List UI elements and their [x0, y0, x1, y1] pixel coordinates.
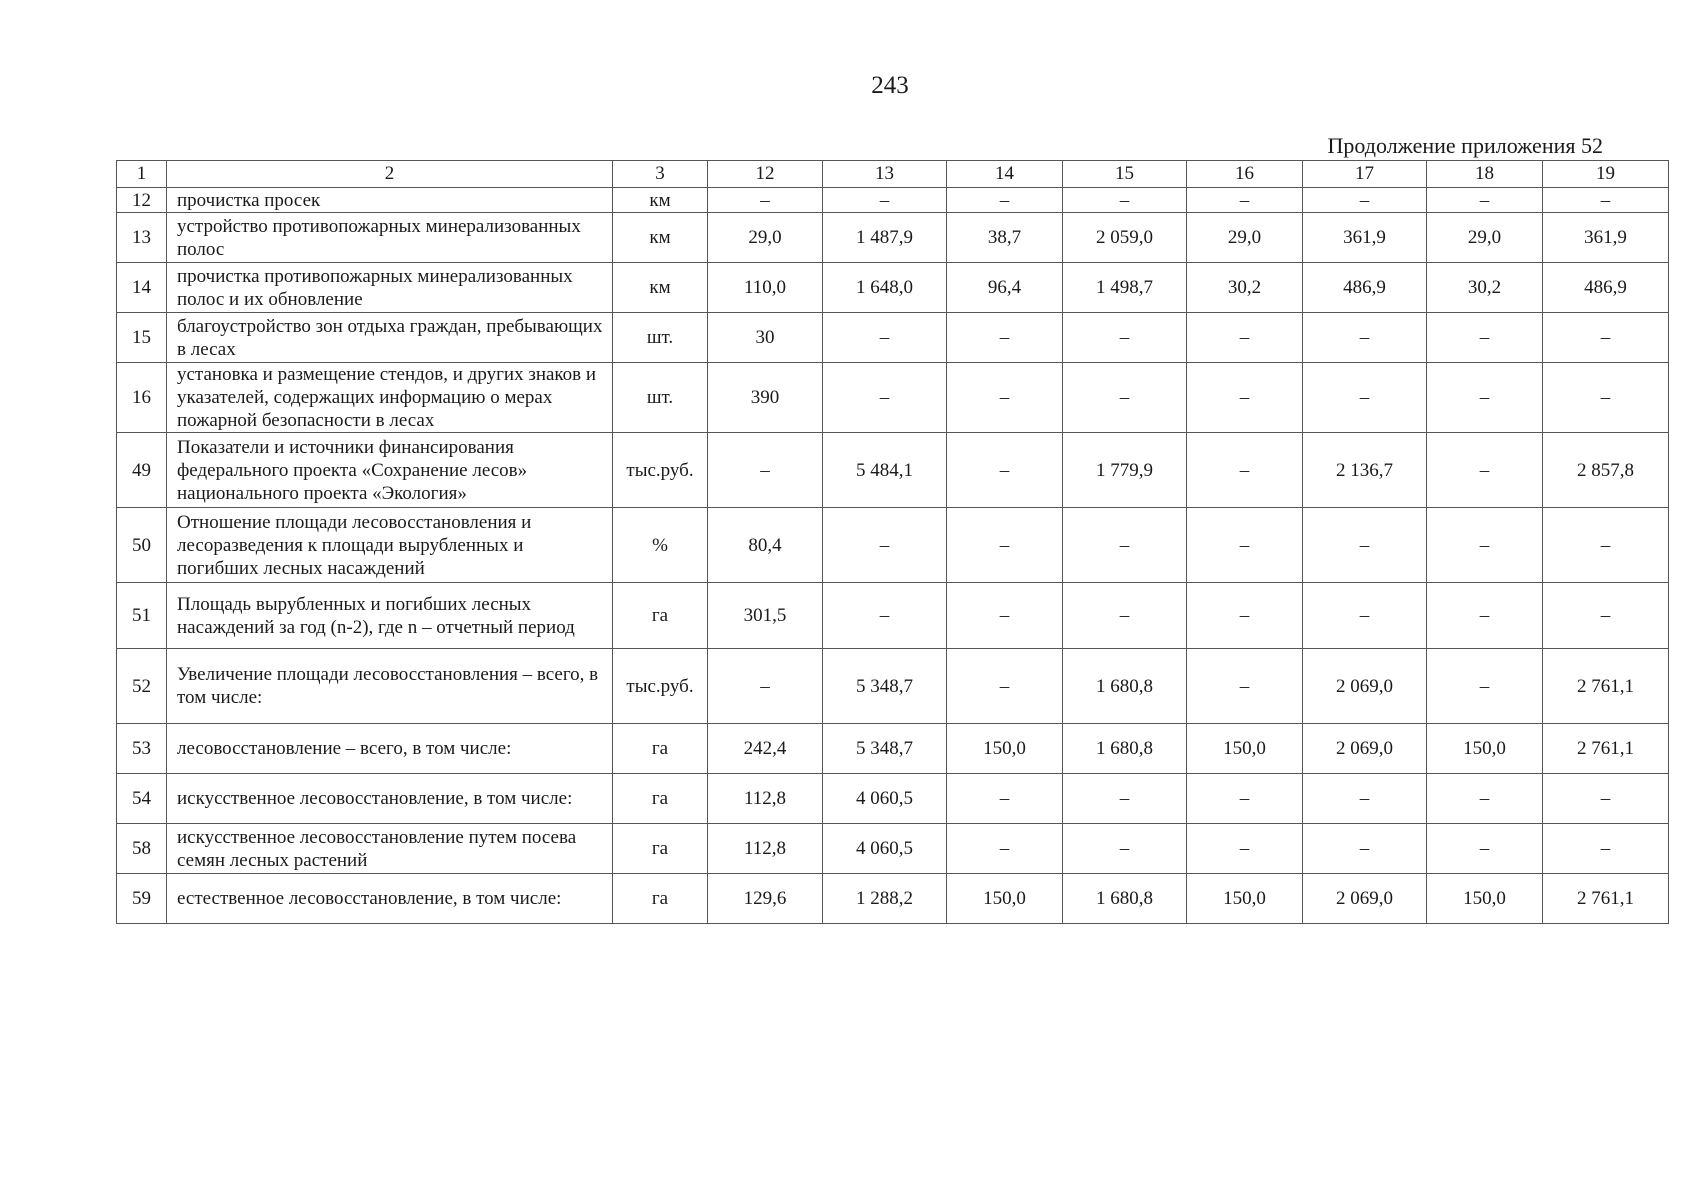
value-cell: – [1187, 824, 1303, 874]
continuation-caption: Продолжение приложения 52 [1327, 133, 1603, 158]
header-row [117, 161, 1669, 188]
value-cell: – [1063, 583, 1187, 649]
value-cell: 2 761,1 [1543, 724, 1669, 774]
value-cell: – [1187, 313, 1303, 363]
table-row [117, 724, 1669, 774]
value-cell: – [823, 313, 947, 363]
header-cell: 13 [823, 161, 947, 188]
value-cell: 2 761,1 [1543, 649, 1669, 724]
value-cell: 242,4 [708, 724, 823, 774]
table-row [117, 649, 1669, 724]
value-cell: – [947, 313, 1063, 363]
row-number-cell: 14 [117, 263, 167, 313]
value-cell: 2 069,0 [1303, 649, 1427, 724]
indicator-name-cell: Увеличение площади лесовосстановления – всего, в том числе: [167, 649, 613, 724]
value-cell: – [1187, 649, 1303, 724]
value-cell: 1 680,8 [1063, 724, 1187, 774]
value-cell: 2 857,8 [1543, 433, 1669, 508]
unit-cell: тыс.руб. [613, 649, 708, 724]
value-cell: 150,0 [1187, 874, 1303, 924]
value-cell: – [1427, 188, 1543, 213]
value-cell: – [1187, 433, 1303, 508]
value-cell: – [947, 824, 1063, 874]
value-cell: – [1543, 363, 1669, 433]
value-cell: 1 498,7 [1063, 263, 1187, 313]
value-cell: 150,0 [1427, 724, 1543, 774]
value-cell: – [1303, 508, 1427, 583]
value-cell: – [1187, 583, 1303, 649]
indicator-name-cell: прочистка просек [167, 188, 613, 213]
indicator-name-cell: лесовосстановление – всего, в том числе: [167, 724, 613, 774]
value-cell: 150,0 [1187, 724, 1303, 774]
value-cell: – [1543, 824, 1669, 874]
value-cell: 1 487,9 [823, 213, 947, 263]
value-cell: 80,4 [708, 508, 823, 583]
value-cell: 30,2 [1187, 263, 1303, 313]
row-number-cell: 49 [117, 433, 167, 508]
unit-cell: шт. [613, 363, 708, 433]
indicator-name-cell: естественное лесовосстановление, в том числе: [167, 874, 613, 924]
value-cell: – [1303, 774, 1427, 824]
indicator-name-cell: прочистка противопожарных минерализованных полос и их обновление [167, 263, 613, 313]
unit-cell: км [613, 263, 708, 313]
value-cell: 486,9 [1543, 263, 1669, 313]
value-cell: 486,9 [1303, 263, 1427, 313]
value-cell: – [947, 649, 1063, 724]
value-cell: – [947, 188, 1063, 213]
value-cell: – [1303, 313, 1427, 363]
value-cell: – [823, 583, 947, 649]
row-number-cell: 15 [117, 313, 167, 363]
value-cell: 301,5 [708, 583, 823, 649]
value-cell: – [1187, 508, 1303, 583]
value-cell: 1 288,2 [823, 874, 947, 924]
page-number: 243 [871, 72, 909, 99]
value-cell: – [947, 363, 1063, 433]
table-row [117, 188, 1669, 213]
value-cell: – [1187, 363, 1303, 433]
indicator-name-cell: устройство противопожарных минерализованных полос [167, 213, 613, 263]
unit-cell: км [613, 213, 708, 263]
table-row [117, 363, 1669, 433]
value-cell: – [1427, 363, 1543, 433]
value-cell: 1 680,8 [1063, 649, 1187, 724]
value-cell: 390 [708, 363, 823, 433]
row-number-cell: 50 [117, 508, 167, 583]
header-cell: 2 [167, 161, 613, 188]
row-number-cell: 59 [117, 874, 167, 924]
data-table [116, 160, 1669, 924]
value-cell: 150,0 [947, 724, 1063, 774]
header-cell: 17 [1303, 161, 1427, 188]
value-cell: – [1303, 824, 1427, 874]
value-cell: 150,0 [947, 874, 1063, 924]
value-cell: 5 348,7 [823, 724, 947, 774]
row-number-cell: 52 [117, 649, 167, 724]
value-cell: 150,0 [1427, 874, 1543, 924]
table-body [117, 188, 1669, 924]
value-cell: – [1063, 188, 1187, 213]
value-cell: 96,4 [947, 263, 1063, 313]
value-cell: 29,0 [1427, 213, 1543, 263]
value-cell: 361,9 [1303, 213, 1427, 263]
unit-cell: тыс.руб. [613, 433, 708, 508]
header-cell: 1 [117, 161, 167, 188]
value-cell: 1 779,9 [1063, 433, 1187, 508]
value-cell: – [1063, 824, 1187, 874]
value-cell: – [947, 433, 1063, 508]
value-cell: – [1427, 433, 1543, 508]
value-cell: – [1543, 774, 1669, 824]
unit-cell: шт. [613, 313, 708, 363]
unit-cell: га [613, 724, 708, 774]
value-cell: – [1303, 188, 1427, 213]
value-cell: 112,8 [708, 824, 823, 874]
value-cell: – [947, 508, 1063, 583]
value-cell: – [1427, 313, 1543, 363]
header-cell: 12 [708, 161, 823, 188]
value-cell: – [1543, 583, 1669, 649]
row-number-cell: 13 [117, 213, 167, 263]
value-cell: – [1427, 774, 1543, 824]
value-cell: 110,0 [708, 263, 823, 313]
indicator-name-cell: Площадь вырубленных и погибших лесных насаждений за год (n-2), где n – отчетный период [167, 583, 613, 649]
indicator-name-cell: Отношение площади лесовосстановления и лесоразведения к площади вырубленных и погибших лесных насаждений [167, 508, 613, 583]
value-cell: – [1063, 508, 1187, 583]
value-cell: 30,2 [1427, 263, 1543, 313]
table-row [117, 583, 1669, 649]
table-row [117, 824, 1669, 874]
header-cell: 14 [947, 161, 1063, 188]
header-cell: 19 [1543, 161, 1669, 188]
value-cell: – [1187, 774, 1303, 824]
value-cell: – [1427, 508, 1543, 583]
value-cell: – [1063, 774, 1187, 824]
indicator-name-cell: Показатели и источники финансирования федерального проекта «Сохранение лесов» национального проекта «Экология» [167, 433, 613, 508]
value-cell: 5 348,7 [823, 649, 947, 724]
indicator-name-cell: искусственное лесовосстановление путем посева семян лесных растений [167, 824, 613, 874]
value-cell: 2 069,0 [1303, 874, 1427, 924]
value-cell: – [1427, 649, 1543, 724]
value-cell: – [1063, 313, 1187, 363]
table-row [117, 263, 1669, 313]
value-cell: 112,8 [708, 774, 823, 824]
value-cell: – [1543, 508, 1669, 583]
value-cell: – [823, 508, 947, 583]
value-cell: 4 060,5 [823, 824, 947, 874]
table-row [117, 774, 1669, 824]
value-cell: – [1187, 188, 1303, 213]
value-cell: – [947, 774, 1063, 824]
value-cell: – [1427, 824, 1543, 874]
value-cell: – [1303, 363, 1427, 433]
value-cell: 29,0 [708, 213, 823, 263]
indicator-name-cell: установка и размещение стендов, и других знаков и указателей, содержащих информацию о мерах пожарной безопасности в лесах [167, 363, 613, 433]
value-cell: – [823, 188, 947, 213]
value-cell: – [708, 188, 823, 213]
value-cell: 1 680,8 [1063, 874, 1187, 924]
unit-cell: км [613, 188, 708, 213]
value-cell: 29,0 [1187, 213, 1303, 263]
value-cell: – [1063, 363, 1187, 433]
table-row [117, 213, 1669, 263]
unit-cell: га [613, 774, 708, 824]
value-cell: 2 069,0 [1303, 724, 1427, 774]
value-cell: – [1303, 583, 1427, 649]
value-cell: 2 761,1 [1543, 874, 1669, 924]
header-cell: 3 [613, 161, 708, 188]
value-cell: 129,6 [708, 874, 823, 924]
header-cell: 18 [1427, 161, 1543, 188]
row-number-cell: 51 [117, 583, 167, 649]
table-row [117, 313, 1669, 363]
value-cell: 2 059,0 [1063, 213, 1187, 263]
value-cell: – [1543, 188, 1669, 213]
indicator-name-cell: благоустройство зон отдыха граждан, пребывающих в лесах [167, 313, 613, 363]
value-cell: 361,9 [1543, 213, 1669, 263]
value-cell: 38,7 [947, 213, 1063, 263]
row-number-cell: 16 [117, 363, 167, 433]
value-cell: 4 060,5 [823, 774, 947, 824]
value-cell: – [1543, 313, 1669, 363]
table-row [117, 874, 1669, 924]
row-number-cell: 53 [117, 724, 167, 774]
header-cell: 15 [1063, 161, 1187, 188]
value-cell: 5 484,1 [823, 433, 947, 508]
value-cell: – [823, 363, 947, 433]
unit-cell: га [613, 583, 708, 649]
header-cell: 16 [1187, 161, 1303, 188]
value-cell: – [708, 649, 823, 724]
row-number-cell: 58 [117, 824, 167, 874]
value-cell: 1 648,0 [823, 263, 947, 313]
row-number-cell: 12 [117, 188, 167, 213]
value-cell: – [708, 433, 823, 508]
value-cell: 30 [708, 313, 823, 363]
indicator-name-cell: искусственное лесовосстановление, в том числе: [167, 774, 613, 824]
unit-cell: % [613, 508, 708, 583]
row-number-cell: 54 [117, 774, 167, 824]
value-cell: – [947, 583, 1063, 649]
value-cell: 2 136,7 [1303, 433, 1427, 508]
unit-cell: га [613, 874, 708, 924]
table-row [117, 433, 1669, 508]
unit-cell: га [613, 824, 708, 874]
table-row [117, 508, 1669, 583]
value-cell: – [1427, 583, 1543, 649]
